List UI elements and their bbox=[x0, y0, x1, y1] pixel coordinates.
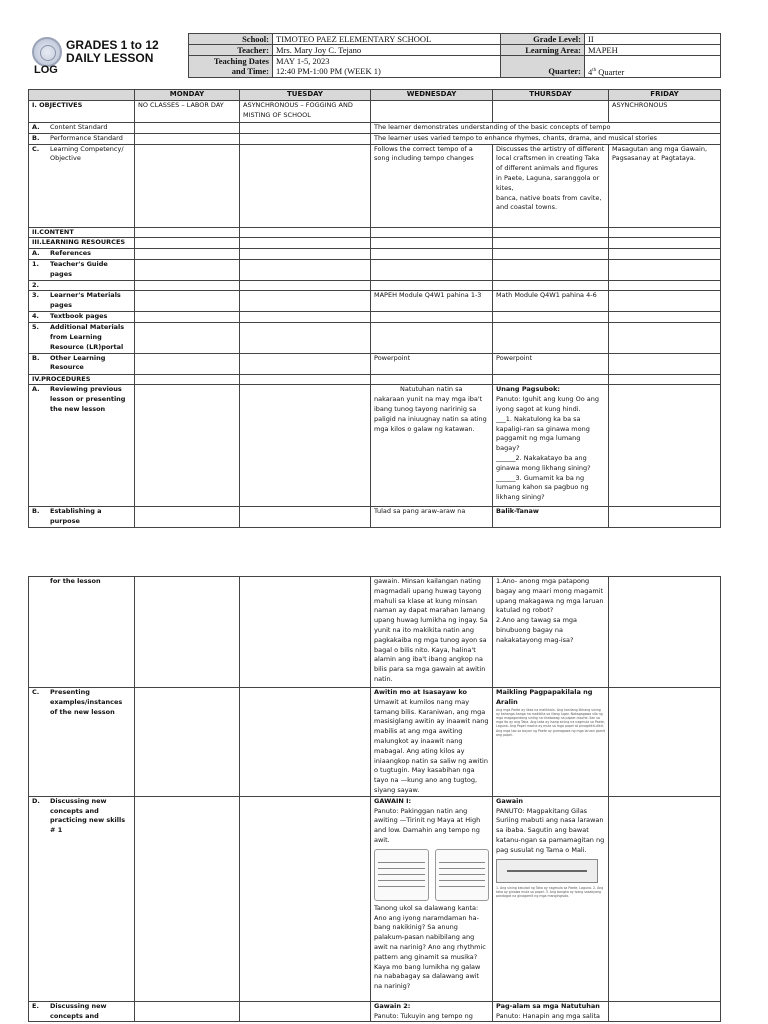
content-standard-text: The learner demonstrates understanding of the basic concepts of tempo bbox=[371, 123, 721, 134]
col-friday: FRIDAY bbox=[609, 90, 721, 101]
lesson-log-table-page2 bbox=[28, 576, 721, 1022]
competency-friday: Masagutan ang mga Gawain, Pagsasanay at Pagtataya. bbox=[609, 144, 721, 227]
discussing1-thursday: Gawain PANUTO: Magpakitang Gilas Suriing mabuti ang nasa larawan sa ibaba. Sagutin ang bawat katanu-ngan sa pamamagitan ng pag susulat ng Tama o Mali. 1. Ang sining katulad ng Taka ay nagmula sa Paete, Laguna. 2. Ang taka ay ginawa mula sa papel. 3. Ang bangka ay isang sasakyang pandagat na ginagamit ng mga mangingisda. bbox=[493, 796, 609, 1001]
lesson-log-table-page1 bbox=[28, 89, 721, 528]
row-additional-materials: 5. Additional Materials from Learning Resource (LR)portal bbox=[29, 323, 135, 353]
purpose-thursday: 1.Ano- anong mga patapong bagay ang maari mong magamit upang makagawa ng mga laruan katulad ng robot? 2.Ano ang tawag sa mga binubuong bagay na nakakatayong mag-isa? bbox=[493, 577, 609, 688]
review-thursday: Unang Pagsubok: Panuto: Iguhit ang kung Oo ang iyong sagot at kung hindi. ___1. Nakatulong ka ba sa kapaligi-ran sa ginawa mong paggamit ng mga lumang bagay? ______2. Nakakatayo ba ang ginawa mong likhang sining? ______3. Gumamit ka ba ng lumang kahon sa pagbuo ng likhang sining? bbox=[493, 385, 609, 507]
quarter-label: Quarter: bbox=[501, 56, 585, 78]
row-teachers-guide: 1. Teacher's Guide pages bbox=[29, 259, 135, 280]
friday-objective: ASYNCHRONOUS bbox=[609, 101, 721, 123]
competency-wednesday: Follows the correct tempo of a song including tempo changes bbox=[371, 144, 493, 227]
dates-label: Teaching Dates and Time: bbox=[189, 56, 273, 78]
row-content-standard: A. Content Standard bbox=[29, 123, 135, 134]
other-wednesday: Powerpoint bbox=[371, 353, 493, 374]
grade-label: Grade Level: bbox=[501, 34, 585, 45]
row-discussing-2: E. Discussing new concepts and bbox=[29, 1001, 135, 1022]
lm-wednesday: MAPEH Module Q4W1 pahina 1-3 bbox=[371, 291, 493, 312]
purpose-thursday-start: Balik-Tanaw bbox=[493, 507, 609, 528]
row-performance-standard: B. Performance Standard bbox=[29, 133, 135, 144]
row-learning-resources: III.LEARNING RESOURCES bbox=[29, 238, 135, 249]
row-presenting-examples: C. Presenting examples/instances of the new lesson bbox=[29, 688, 135, 797]
school-label: School: bbox=[189, 34, 273, 45]
school-value: TIMOTEO PAEZ ELEMENTARY SCHOOL bbox=[273, 34, 501, 45]
review-wednesday: Natutuhan natin sa nakaraan yunit na may mga iba't ibang tunog tayong naririnig sa paligid na iniuugnay natin sa ating mga kilos o galaw ng katawan. bbox=[371, 385, 493, 507]
row-item-2: 2. bbox=[29, 280, 135, 291]
teacher-label: Teacher: bbox=[189, 45, 273, 56]
boat-image bbox=[496, 859, 598, 883]
presenting-thursday: Maikling Pagpapakilala ng Aralin Ang mga Paete ay likas na malikhain. Ang kanilang likhang sining ay kahanga-hanga na makikita sa iilang lugar. Nakagagawa sila ng mga magagandang sining na tinatawag na papier-mache. Ilan sa mga ito ay ang Taka. Ang taka ay isang sining na nagmula sa Paete, Laguna. Ang Papel mache ay mula sa mga papel at pinagdikit-dikit. Ang mga tao sa bayan ng Paete ay gumagawa ng mga laruan gamit ang papel. bbox=[493, 688, 609, 797]
song-sheet-image bbox=[374, 849, 429, 901]
row-objectives: I. OBJECTIVES bbox=[29, 101, 135, 123]
row-procedures: IV.PROCEDURES bbox=[29, 374, 135, 385]
row-reviewing: A. Reviewing previous lesson or presenting the new lesson bbox=[29, 385, 135, 507]
row-establishing-purpose: B. Establishing a purpose bbox=[29, 507, 135, 528]
deped-seal-logo bbox=[32, 37, 62, 67]
activity-fine-print: 1. Ang sining katulad ng Taka ay nagmula sa Paete, Laguna. 2. Ang taka ay ginawa mula sa papel. 3. Ang bangka ay isang sasakyang pandagat na ginagamit ng mga mangingisda. bbox=[496, 885, 604, 898]
song-sheet-image bbox=[435, 849, 490, 901]
song-sheet-images bbox=[374, 849, 489, 901]
corner-cell bbox=[29, 90, 135, 101]
lesson-intro-fine-print: Ang mga Paete ay likas na malikhain. Ang kanilang likhang sining ay kahanga-hanga na makikita sa iilang lugar. Nakagagawa sila ng mga magagandang sining na tinatawag na papier-mache. Ilan sa mga ito ay ang Taka. Ang taka ay isang sining na nagmula sa Paete, Laguna. Ang Papel mache ay mula sa mga papel at pinagdikit-dikit. Ang mga tao sa bayan ng Paete ay gumagawa ng mga laruan gamit ang papel. bbox=[496, 707, 605, 737]
row-content: II.CONTENT bbox=[29, 227, 135, 238]
row-discussing-1: D. Discussing new concepts and practicing new skills # 1 bbox=[29, 796, 135, 1001]
col-wednesday: WEDNESDAY bbox=[371, 90, 493, 101]
area-value: MAPEH bbox=[585, 45, 721, 56]
col-tuesday: TUESDAY bbox=[240, 90, 371, 101]
discussing2-thursday: Pag-alam sa mga Natutuhan Panuto: Hanapin ang mga salita bbox=[493, 1001, 609, 1022]
header-info-table bbox=[188, 33, 721, 78]
grade-value: II bbox=[585, 34, 721, 45]
purpose-wednesday-start: Tulad sa pang araw-araw na bbox=[371, 507, 493, 528]
dll-title: GRADES 1 to 12 DAILY LESSON bbox=[66, 38, 159, 65]
dll-title-log: LOG bbox=[34, 64, 58, 76]
quarter-value: 4th Quarter bbox=[585, 56, 721, 78]
competency-thursday: Discusses the artistry of different local craftsmen in creating Taka of different animals and figures in Paete, Laguna, saranggola or kites, banca, native boats from cavite, and coastal towns. bbox=[493, 144, 609, 227]
discussing2-wednesday: Gawain 2: Panuto: Tukuyin ang tempo ng bbox=[371, 1001, 493, 1022]
performance-standard-text: The learner uses varied tempo to enhance rhymes, chants, drama, and musical stories bbox=[371, 133, 721, 144]
row-textbook-pages: 4. Textbook pages bbox=[29, 312, 135, 323]
lm-thursday: Math Module Q4W1 pahina 4-6 bbox=[493, 291, 609, 312]
presenting-wednesday: Awitin mo at Isasayaw ko Umawit at kumilos nang may tamang bilis. Karaniwan, ang mga masisiglang awitin ay inaawit nang mabilis at ang mga awiting malungkot ay inaawit nang mabagal. Ang ating kilos ay iniaangkop natin sa saliw ng awitin o tugtugin. May kasabihan nga tayo na —kung ano ang tugtog, siyang sayaw. bbox=[371, 688, 493, 797]
col-monday: MONDAY bbox=[135, 90, 240, 101]
purpose-wednesday: gawain. Minsan kailangan nating magmadali upang huwag tayong mahuli sa klase at kung minsan naman ay dapat marahan lamang upang huwag lumikha ng ingay. Sa yunit na ito makikita natin ang pagkakaiba ng mga tunog ayon sa bagal o bilis nito. Kaya, halina't alamin ang iba't ibang angkop na bilis para sa mga gawain at awitin natin. bbox=[371, 577, 493, 688]
other-thursday: Powerpoint bbox=[493, 353, 609, 374]
row-other-resources: B. Other Learning Resource bbox=[29, 353, 135, 374]
area-label: Learning Area: bbox=[501, 45, 585, 56]
row-references: A. References bbox=[29, 249, 135, 260]
teacher-value: Mrs. Mary Joy C. Tejano bbox=[273, 45, 501, 56]
dates-value: MAY 1-5, 2023 12:40 PM-1:00 PM (WEEK 1) bbox=[273, 56, 501, 78]
col-thursday: THURSDAY bbox=[493, 90, 609, 101]
row-learning-competency: C. Learning Competency/ Objective bbox=[29, 144, 135, 227]
row-establishing-purpose-cont: for the lesson bbox=[29, 577, 135, 688]
monday-objective: NO CLASSES – LABOR DAY bbox=[135, 101, 240, 123]
discussing1-wednesday: GAWAIN I: Panuto: Pakinggan natin ang awiting —Tirinit ng Maya at High and low. Damahin ang tempo ng awit. Tanong ukol sa dalawang kanta: Ano ang iyong naramdaman ha-bang nakikinig? Sa anung palakum-pasan nabibilang ang awit na narinig? Ano ang rhythmic pattern ang ginamit sa musika? Kaya mo bang lumikha ng galaw na nababagay sa dalawang awit na narinig? bbox=[371, 796, 493, 1001]
row-learners-materials: 3. Learner's Materials pages bbox=[29, 291, 135, 312]
tuesday-objective: ASYNCHRONOUS – FOGGING AND MISTING OF SCHOOL bbox=[240, 101, 371, 123]
